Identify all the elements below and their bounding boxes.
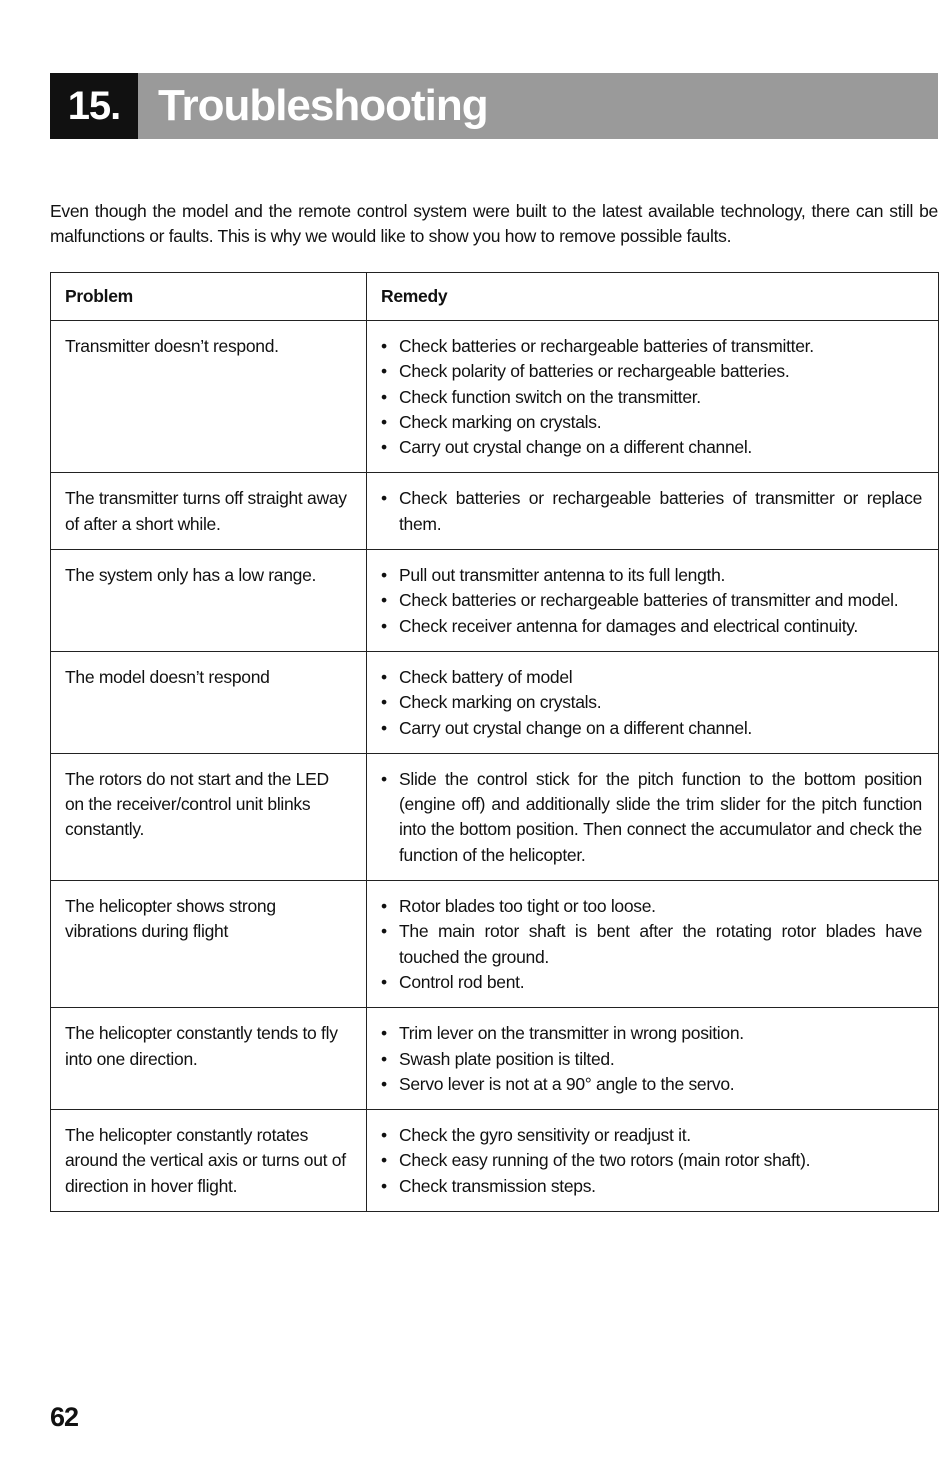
table-row xyxy=(51,550,939,652)
remedy-item: • Check battery of model xyxy=(381,665,922,690)
remedy-cell xyxy=(367,753,939,880)
table-row xyxy=(51,1110,939,1212)
remedy-list xyxy=(381,563,922,639)
problem-cell: The rotors do not start and the LED on the receiver/control unit blinks constantly. xyxy=(51,753,367,880)
table-row xyxy=(51,1008,939,1110)
remedy-item: • Carry out crystal change on a different channel. xyxy=(381,435,922,460)
remedy-item: • Check easy running of the two rotors (main rotor shaft). xyxy=(381,1148,922,1173)
remedy-item: • Check the gyro sensitivity or readjust it. xyxy=(381,1123,922,1148)
remedy-item: • Carry out crystal change on a different channel. xyxy=(381,716,922,741)
table-row xyxy=(51,881,939,1008)
remedy-item: • Slide the control stick for the pitch function to the bottom position (engine off) and additionally slide the trim slider for the pitch function into the bottom position. Then connect the accumulator and check the function of the helicopter. xyxy=(381,767,922,868)
remedy-item: • Check batteries or rechargeable batteries of transmitter. xyxy=(381,334,922,359)
remedy-item: • Check batteries or rechargeable batteries of transmitter or replace them. xyxy=(381,486,922,537)
problem-cell: The system only has a low range. xyxy=(51,550,367,652)
remedy-list xyxy=(381,486,922,537)
remedy-item: • Check polarity of batteries or rechargeable batteries. xyxy=(381,359,922,384)
remedy-list xyxy=(381,767,922,868)
section-title: Troubleshooting xyxy=(158,81,488,130)
remedy-cell xyxy=(367,1008,939,1110)
remedy-item: • The main rotor shaft is bent after the rotating rotor blades have touched the ground. xyxy=(381,919,922,970)
remedy-item: • Control rod bent. xyxy=(381,970,922,995)
problem-cell: The helicopter constantly rotates around the vertical axis or turns out of direction in hover flight. xyxy=(51,1110,367,1212)
remedy-item: • Check receiver antenna for damages and electrical continuity. xyxy=(381,614,922,639)
problem-cell: The helicopter shows strong vibrations during flight xyxy=(51,881,367,1008)
problem-cell: The helicopter constantly tends to fly into one direction. xyxy=(51,1008,367,1110)
section-number: 15. xyxy=(50,73,138,139)
table-row xyxy=(51,321,939,473)
table-row xyxy=(51,753,939,880)
table-row xyxy=(51,473,939,550)
remedy-item: • Check marking on crystals. xyxy=(381,690,922,715)
remedy-cell xyxy=(367,473,939,550)
remedy-list xyxy=(381,1123,922,1199)
page-number: 62 xyxy=(50,1402,79,1432)
remedy-list xyxy=(381,334,922,460)
remedy-item: • Rotor blades too tight or too loose. xyxy=(381,894,922,919)
table-row xyxy=(51,651,939,753)
intro-paragraph: Even though the model and the remote control system were built to the latest available technology, there can still be malfunctions or faults. This is why we would like to show you how to remove possible faults. xyxy=(50,200,938,246)
remedy-item: • Pull out transmitter antenna to its full length. xyxy=(381,563,922,588)
problem-cell: The model doesn’t respond xyxy=(51,651,367,753)
remedy-item: • Check marking on crystals. xyxy=(381,410,922,435)
remedy-cell xyxy=(367,321,939,473)
problem-column-header: Problem xyxy=(51,273,367,321)
remedy-list xyxy=(381,1021,922,1097)
remedy-list xyxy=(381,665,922,741)
remedy-item: • Trim lever on the transmitter in wrong position. xyxy=(381,1021,922,1046)
remedy-cell xyxy=(367,881,939,1008)
section-title-bar xyxy=(138,73,938,139)
remedy-cell xyxy=(367,550,939,652)
remedy-item: • Check transmission steps. xyxy=(381,1174,922,1199)
remedy-list xyxy=(381,894,922,995)
troubleshooting-table xyxy=(50,272,939,1212)
problem-cell: Transmitter doesn’t respond. xyxy=(51,321,367,473)
remedy-item: • Check batteries or rechargeable batteries of transmitter and model. xyxy=(381,588,922,613)
table-header-row xyxy=(51,273,939,321)
remedy-column-header: Remedy xyxy=(367,273,939,321)
problem-cell: The transmitter turns off straight away of after a short while. xyxy=(51,473,367,550)
remedy-item: • Servo lever is not at a 90° angle to the servo. xyxy=(381,1072,922,1097)
remedy-item: • Swash plate position is tilted. xyxy=(381,1047,922,1072)
remedy-cell xyxy=(367,1110,939,1212)
remedy-item: • Check function switch on the transmitter. xyxy=(381,385,922,410)
remedy-cell xyxy=(367,651,939,753)
section-header xyxy=(50,73,938,139)
